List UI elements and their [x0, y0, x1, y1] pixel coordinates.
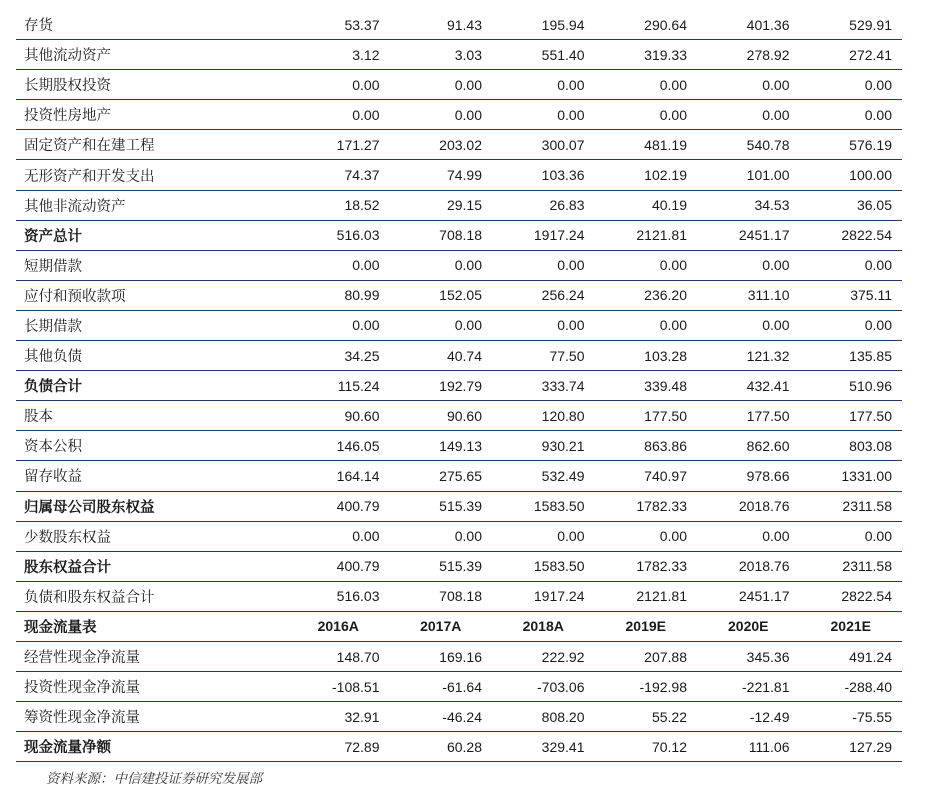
value-cell: 90.60 [446, 407, 482, 424]
row-label: 股本 [24, 409, 53, 426]
table-row [16, 341, 902, 371]
year-header-cell: 2020E [728, 618, 769, 635]
value-cell: 1917.24 [533, 227, 585, 244]
table-row [16, 311, 902, 341]
value-cell: 0.00 [864, 528, 892, 545]
table-row [16, 191, 902, 221]
value-cell: 740.97 [644, 467, 687, 484]
value-cell: 192.79 [439, 377, 482, 394]
value-cell: 0.00 [762, 257, 790, 274]
value-cell: 2311.58 [842, 558, 892, 575]
value-cell: 0.00 [352, 106, 380, 123]
value-cell: 127.29 [849, 738, 892, 755]
value-cell: 0.00 [864, 106, 892, 123]
value-cell: 29.15 [446, 197, 482, 214]
value-cell: 169.16 [439, 648, 482, 665]
value-cell: 516.03 [336, 588, 380, 605]
value-cell: 532.49 [541, 467, 585, 484]
value-cell: 529.91 [849, 16, 892, 33]
value-cell: 0.00 [762, 76, 790, 93]
value-cell: 195.94 [541, 16, 585, 33]
value-cell: -12.49 [749, 708, 790, 725]
value-cell: -221.81 [742, 678, 790, 695]
value-cell: 2451.17 [738, 227, 790, 244]
row-label: 其他流动资产 [24, 48, 111, 65]
table-row [16, 100, 902, 130]
value-cell: -75.55 [852, 708, 892, 725]
value-cell: 77.50 [549, 347, 585, 364]
value-cell: 0.00 [352, 257, 380, 274]
value-cell: 319.33 [644, 46, 687, 63]
value-cell: 149.13 [439, 437, 482, 454]
value-cell: 2018.76 [738, 498, 790, 515]
value-cell: 0.00 [659, 257, 687, 274]
row-label: 其他非流动资产 [24, 198, 126, 215]
row-label: 负债和股东权益合计 [24, 589, 155, 606]
table-row [16, 281, 902, 311]
value-cell: 0.00 [454, 257, 482, 274]
value-cell: 930.21 [541, 437, 585, 454]
value-cell: 1782.33 [636, 498, 687, 515]
value-cell: 115.24 [337, 377, 380, 394]
value-cell: 345.36 [746, 648, 790, 665]
row-label: 无形资产和开发支出 [24, 168, 155, 185]
value-cell: 40.74 [446, 347, 482, 364]
table-row [16, 70, 902, 100]
value-cell: 0.00 [762, 106, 790, 123]
table-row [16, 431, 902, 461]
value-cell: 808.20 [541, 708, 585, 725]
table-row [16, 461, 902, 491]
table-row [16, 40, 902, 70]
table-row [16, 522, 902, 552]
value-cell: 26.83 [549, 197, 585, 214]
value-cell: 2311.58 [842, 498, 892, 515]
value-cell: 0.00 [352, 528, 380, 545]
row-label: 筹资性现金净流量 [24, 710, 140, 727]
value-cell: 256.24 [541, 287, 585, 304]
value-cell: 102.19 [644, 167, 687, 184]
row-label: 现金流量净额 [24, 740, 111, 757]
row-label: 现金流量表 [24, 619, 97, 636]
value-cell: 400.79 [336, 498, 380, 515]
row-label: 应付和预收款项 [24, 288, 126, 305]
value-cell: 1331.00 [841, 467, 892, 484]
value-cell: 53.37 [344, 16, 380, 33]
year-header-cell: 2016A [317, 618, 359, 635]
value-cell: 1782.33 [636, 558, 687, 575]
row-label: 少数股东权益 [24, 529, 111, 546]
year-header-cell: 2019E [625, 618, 666, 635]
value-cell: 515.39 [439, 558, 482, 575]
table-section-header [16, 612, 902, 642]
table-row [16, 492, 902, 522]
value-cell: 863.86 [644, 437, 687, 454]
value-cell: 74.37 [344, 167, 380, 184]
value-cell: 0.00 [762, 317, 790, 334]
value-cell: -703.06 [537, 678, 585, 695]
value-cell: 203.02 [439, 136, 482, 153]
value-cell: 32.91 [344, 708, 380, 725]
year-header-cell: 2021E [830, 618, 871, 635]
value-cell: 148.70 [336, 648, 380, 665]
value-cell: 177.50 [849, 407, 892, 424]
value-cell: 0.00 [454, 76, 482, 93]
table-row [16, 582, 902, 612]
value-cell: 708.18 [439, 588, 482, 605]
row-label: 长期借款 [24, 318, 82, 335]
value-cell: 70.12 [651, 738, 687, 755]
value-cell: 375.11 [850, 287, 892, 304]
row-label: 短期借款 [24, 258, 82, 275]
value-cell: 18.52 [344, 197, 380, 214]
value-cell: 0.00 [864, 76, 892, 93]
value-cell: 121.32 [746, 347, 790, 364]
value-cell: 90.60 [344, 407, 380, 424]
row-label: 负债合计 [24, 379, 82, 396]
value-cell: 333.74 [541, 377, 585, 394]
table-row [16, 702, 902, 732]
value-cell: 2018.76 [738, 558, 790, 575]
value-cell: 171.27 [336, 136, 380, 153]
value-cell: 275.65 [439, 467, 482, 484]
value-cell: 80.99 [344, 287, 380, 304]
value-cell: 0.00 [659, 528, 687, 545]
value-cell: 0.00 [454, 528, 482, 545]
value-cell: 36.05 [856, 197, 892, 214]
table-row [16, 10, 902, 40]
value-cell: 0.00 [557, 257, 585, 274]
value-cell: 401.36 [746, 16, 790, 33]
value-cell: 222.92 [541, 648, 585, 665]
value-cell: 236.20 [644, 287, 687, 304]
source-note: 资料来源：中信建投证券研究发展部 [46, 771, 262, 787]
value-cell: 120.80 [541, 407, 585, 424]
row-label: 投资性现金净流量 [24, 680, 140, 697]
value-cell: 400.79 [336, 558, 380, 575]
value-cell: 1917.24 [533, 588, 585, 605]
value-cell: 111.06 [748, 738, 790, 755]
row-label: 资产总计 [24, 228, 82, 245]
table-row [16, 221, 902, 251]
table-row [16, 552, 902, 582]
value-cell: 0.00 [352, 317, 380, 334]
value-cell: 177.50 [644, 407, 687, 424]
value-cell: 516.03 [336, 227, 380, 244]
value-cell: 207.88 [644, 648, 687, 665]
value-cell: 481.19 [644, 136, 687, 153]
year-header-cell: 2017A [420, 618, 462, 635]
value-cell: 1583.50 [533, 498, 585, 515]
value-cell: 339.48 [644, 377, 687, 394]
value-cell: 103.28 [644, 347, 687, 364]
value-cell: 540.78 [746, 136, 790, 153]
value-cell: 278.92 [746, 46, 790, 63]
value-cell: 101.00 [746, 167, 790, 184]
table-row [16, 160, 902, 190]
value-cell: 100.00 [849, 167, 892, 184]
value-cell: 862.60 [746, 437, 790, 454]
table-row [16, 642, 902, 672]
value-cell: 803.08 [849, 437, 892, 454]
table-row [16, 251, 902, 281]
value-cell: 708.18 [439, 227, 482, 244]
value-cell: 74.99 [446, 167, 482, 184]
year-header-cell: 2018A [522, 618, 564, 635]
value-cell: 551.40 [541, 46, 585, 63]
value-cell: 290.64 [644, 16, 687, 33]
value-cell: 3.03 [454, 46, 482, 63]
value-cell: 146.05 [336, 437, 380, 454]
value-cell: 103.36 [541, 167, 585, 184]
row-label: 归属母公司股东权益 [24, 499, 155, 516]
value-cell: 0.00 [557, 76, 585, 93]
value-cell: 329.41 [541, 738, 585, 755]
table-row [16, 130, 902, 160]
value-cell: -61.64 [442, 678, 482, 695]
row-label: 其他负债 [24, 349, 82, 366]
value-cell: 0.00 [659, 317, 687, 334]
row-label: 长期股权投资 [24, 78, 111, 95]
value-cell: 2121.81 [636, 227, 687, 244]
row-label: 存货 [24, 18, 53, 35]
value-cell: 0.00 [454, 106, 482, 123]
value-cell: 978.66 [746, 467, 790, 484]
row-label: 投资性房地产 [24, 108, 111, 125]
value-cell: 60.28 [446, 738, 482, 755]
value-cell: 0.00 [762, 528, 790, 545]
financial-table [16, 10, 902, 762]
value-cell: 0.00 [557, 528, 585, 545]
value-cell: 576.19 [849, 136, 892, 153]
value-cell: 0.00 [659, 106, 687, 123]
table-row [16, 371, 902, 401]
value-cell: 0.00 [454, 317, 482, 334]
value-cell: 55.22 [651, 708, 687, 725]
value-cell: 311.10 [747, 287, 790, 304]
value-cell: 2822.54 [841, 227, 892, 244]
value-cell: 272.41 [849, 46, 892, 63]
value-cell: 72.89 [344, 738, 380, 755]
value-cell: 91.43 [446, 16, 482, 33]
value-cell: 164.14 [336, 467, 380, 484]
table-row [16, 732, 902, 762]
value-cell: 1583.50 [533, 558, 585, 575]
value-cell: 510.96 [849, 377, 892, 394]
value-cell: 177.50 [746, 407, 790, 424]
value-cell: 0.00 [352, 76, 380, 93]
row-label: 股东权益合计 [24, 559, 111, 576]
value-cell: 0.00 [557, 317, 585, 334]
value-cell: 152.05 [439, 287, 482, 304]
row-label: 资本公积 [24, 439, 82, 456]
table-row [16, 672, 902, 702]
value-cell: -108.51 [332, 678, 380, 695]
value-cell: 3.12 [352, 46, 380, 63]
table-row [16, 401, 902, 431]
value-cell: 34.53 [754, 197, 790, 214]
value-cell: 0.00 [557, 106, 585, 123]
value-cell: 0.00 [659, 76, 687, 93]
value-cell: 515.39 [439, 498, 482, 515]
value-cell: 0.00 [864, 257, 892, 274]
value-cell: 491.24 [849, 648, 892, 665]
row-label: 经营性现金净流量 [24, 650, 140, 667]
value-cell: 0.00 [864, 317, 892, 334]
row-label: 固定资产和在建工程 [24, 138, 155, 155]
value-cell: 432.41 [746, 377, 790, 394]
value-cell: 34.25 [344, 347, 380, 364]
value-cell: -192.98 [639, 678, 687, 695]
row-label: 留存收益 [24, 469, 82, 486]
value-cell: 2121.81 [636, 588, 687, 605]
value-cell: 135.85 [849, 347, 892, 364]
value-cell: 2822.54 [841, 588, 892, 605]
value-cell: -46.24 [442, 708, 482, 725]
value-cell: 2451.17 [738, 588, 790, 605]
value-cell: -288.40 [844, 678, 892, 695]
value-cell: 300.07 [541, 136, 585, 153]
value-cell: 40.19 [651, 197, 687, 214]
